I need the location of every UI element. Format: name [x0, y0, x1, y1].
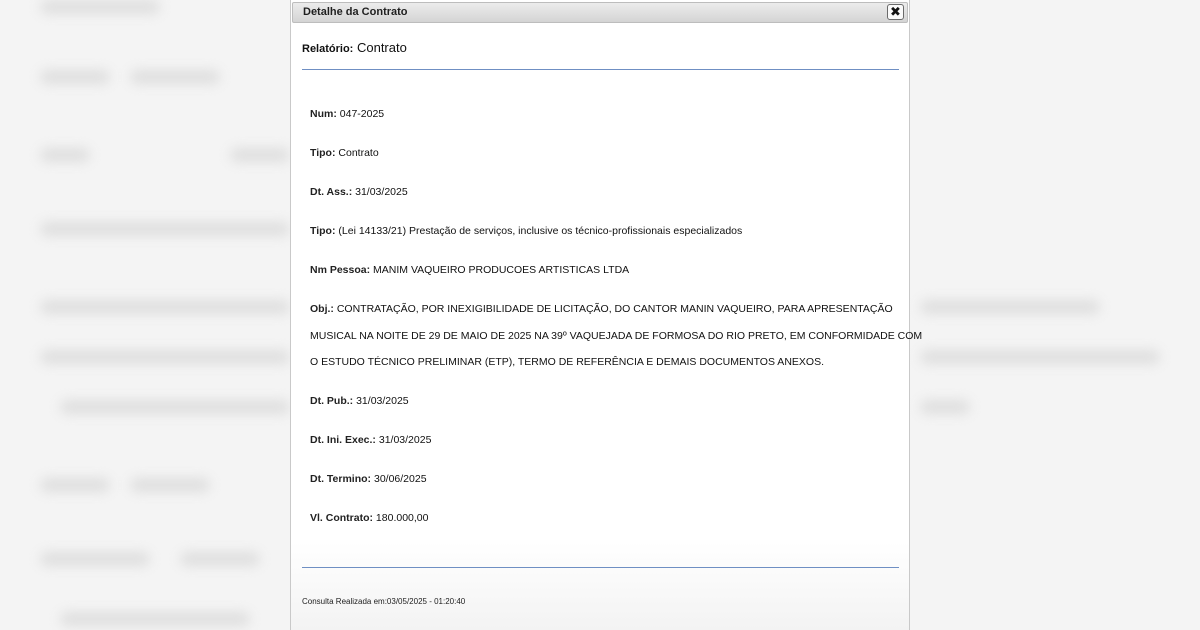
field-value: 30/06/2025 — [373, 473, 427, 485]
contract-detail-dialog — [290, 0, 923, 630]
field-value: 31/03/2025 — [356, 395, 409, 407]
background-placeholder — [920, 300, 1100, 314]
field-label: Nm Pessoa: — [310, 264, 371, 276]
field-nm-pessoa — [310, 264, 629, 276]
query-timestamp: Consulta Realizada em:03/05/2025 - 01:20:40 — [302, 597, 466, 606]
background-placeholder — [40, 552, 150, 566]
field-value: 31/03/2025 — [355, 186, 408, 198]
field-tipo-lei — [310, 225, 742, 237]
field-label: Dt. Ass.: — [310, 186, 353, 198]
field-dt-ini-exec — [310, 434, 431, 446]
field-dt-termino — [310, 473, 427, 485]
field-obj — [310, 303, 893, 315]
report-heading — [302, 40, 407, 55]
field-value: 180.000,00 — [375, 512, 429, 524]
field-value: 31/03/2025 — [378, 434, 432, 446]
background-placeholder — [130, 70, 220, 84]
field-obj-line2: MUSICAL NA NOITE DE 29 DE MAIO DE 2025 NA 39º VAQUEJADA DE FORMOSA DO RIO PRETO, EM CONFORMIDADE COM — [310, 330, 923, 342]
field-dt-ass — [310, 186, 408, 198]
field-vl-contrato — [310, 512, 428, 524]
dialog-titlebar[interactable] — [292, 2, 908, 23]
dialog-title: Detalhe da Contrato — [303, 6, 408, 18]
close-icon[interactable]: ✖ — [890, 4, 901, 19]
background-placeholder — [40, 300, 290, 314]
field-value: Contrato — [338, 147, 379, 159]
background-placeholder — [180, 552, 260, 566]
field-dt-pub — [310, 395, 409, 407]
field-value: MANIM VAQUEIRO PRODUCOES ARTISTICAS LTDA — [373, 264, 630, 276]
field-obj-line3: O ESTUDO TÉCNICO PRELIMINAR (ETP), TERMO DE REFERÊNCIA E DEMAIS DOCUMENTOS ANEXOS. — [310, 356, 824, 368]
background-placeholder — [40, 350, 290, 364]
report-label: Relatório: — [302, 43, 354, 55]
background-placeholder — [60, 400, 290, 414]
field-label: Obj.: — [310, 303, 334, 315]
background-placeholder — [40, 478, 110, 492]
background-placeholder — [60, 612, 250, 626]
background-placeholder — [920, 400, 970, 414]
background-placeholder — [920, 350, 1160, 364]
field-label: Tipo: — [310, 225, 336, 237]
background-placeholder — [40, 148, 90, 162]
field-value: 047-2025 — [339, 108, 385, 120]
close-button[interactable] — [887, 4, 904, 20]
field-value: (Lei 14133/21) Prestação de serviços, inclusive os técnico-profissionais especializados — [338, 225, 743, 237]
background-placeholder — [40, 0, 160, 14]
top-divider — [302, 69, 899, 70]
field-label: Tipo: — [310, 147, 336, 159]
field-num — [310, 108, 384, 120]
background-placeholder — [40, 222, 290, 236]
field-label: Dt. Termino: — [310, 473, 372, 485]
bottom-divider — [302, 567, 899, 568]
background-placeholder — [130, 478, 210, 492]
background-placeholder — [40, 70, 110, 84]
report-value: Contrato — [356, 40, 407, 55]
field-label: Dt. Pub.: — [310, 395, 354, 407]
field-tipo — [310, 147, 379, 159]
field-value-line1: CONTRATAÇÃO, POR INEXIGIBILIDADE DE LICITAÇÃO, DO CANTOR MANIN VAQUEIRO, PARA APRESENTAÇÃO — [336, 303, 893, 315]
field-label: Vl. Contrato: — [310, 512, 373, 524]
background-placeholder — [230, 148, 290, 162]
field-label: Dt. Ini. Exec.: — [310, 434, 376, 446]
field-label: Num: — [310, 108, 337, 120]
